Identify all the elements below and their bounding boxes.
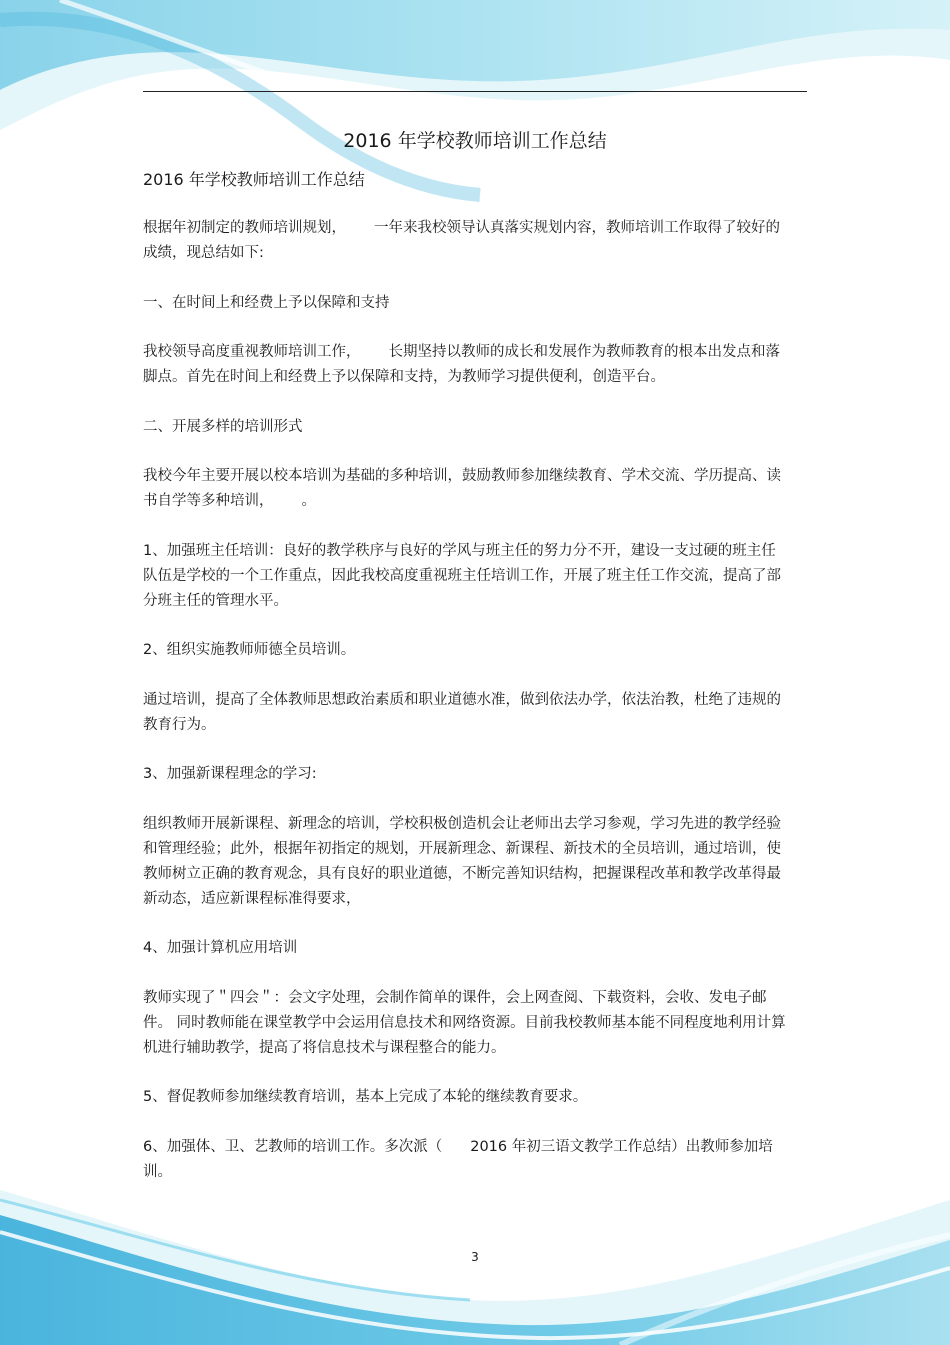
page-number: 3 <box>471 1250 479 1264</box>
paragraph-intro: 根据年初制定的教师培训规划， 一年来我校领导认真落实规划内容，教师培训工作取得了较好的成绩，现总结如下: <box>143 220 780 261</box>
paragraph-item-4: 教师实现了＂四会＂：会文字处理，会制作简单的课件，会上网查阅、下载资料，会收、发电子邮件。 同时教师能在课堂教学中会运用信息技术和网络资源。目前我校教师基本能不同程度地利用计算机进行辅助教学，提高了将信息技术与课程整合的能力。 <box>143 989 786 1056</box>
document-title: 2016 年学校教师培训工作总结 <box>343 130 607 152</box>
document-body <box>143 216 788 1209</box>
section-heading-2: 二、开展多样的培训形式 <box>143 418 303 435</box>
paragraph-item-1: 1、加强班主任培训：良好的教学秩序与良好的学风与班主任的努力分不开，建设一支过硬的班主任队伍是学校的一个工作重点，因此我校高度重视班主任培训工作，开展了班主任工作交流，提高了部分班主任的管理水平。 <box>143 542 781 609</box>
paragraph-section-1: 我校领导高度重视教师培训工作， 长期坚持以教师的成长和发展作为教师教育的根本出发点和落脚点。首先在时间上和经费上予以保障和支持，为教师学习提供便利，创造平台。 <box>143 344 780 385</box>
item-6: 6、加强体、卫、艺教师的培训工作。多次派（ 2016 年初三语文教学工作总结）出教师参加培训。 <box>143 1138 773 1180</box>
header-rule <box>143 91 807 92</box>
document-subtitle: 2016 年学校教师培训工作总结 <box>143 170 365 189</box>
item-heading-2: 2、组织实施教师师德全员培训。 <box>143 642 356 658</box>
section-heading-1: 一、在时间上和经费上予以保障和支持 <box>143 294 390 311</box>
item-5: 5、督促教师参加继续教育培训，基本上完成了本轮的继续教育要求。 <box>143 1089 588 1105</box>
paragraph-section-2: 我校今年主要开展以校本培训为基础的多种培训，鼓励教师参加继续教育、学术交流、学历提高、读书自学等多种培训， 。 <box>143 468 781 509</box>
item-heading-4: 4、加强计算机应用培训 <box>143 940 298 956</box>
item-heading-3: 3、加强新课程理念的学习: <box>143 766 317 782</box>
paragraph-item-2: 通过培训，提高了全体教师思想政治素质和职业道德水准，做到依法办学，依法治教，杜绝了违规的教育行为。 <box>143 691 781 733</box>
paragraph-item-3: 组织教师开展新课程、新理念的培训，学校积极创造机会让老师出去学习参观，学习先进的教学经验和管理经验；此外，根据年初指定的规划，开展新理念、新课程、新技术的全员培训，通过培训，使教师树立正确的教育观念，具有良好的职业道德，不断完善知识结构，把握课程改革和教学改革得最新动态，适应新课程标准得要求， <box>143 815 781 907</box>
